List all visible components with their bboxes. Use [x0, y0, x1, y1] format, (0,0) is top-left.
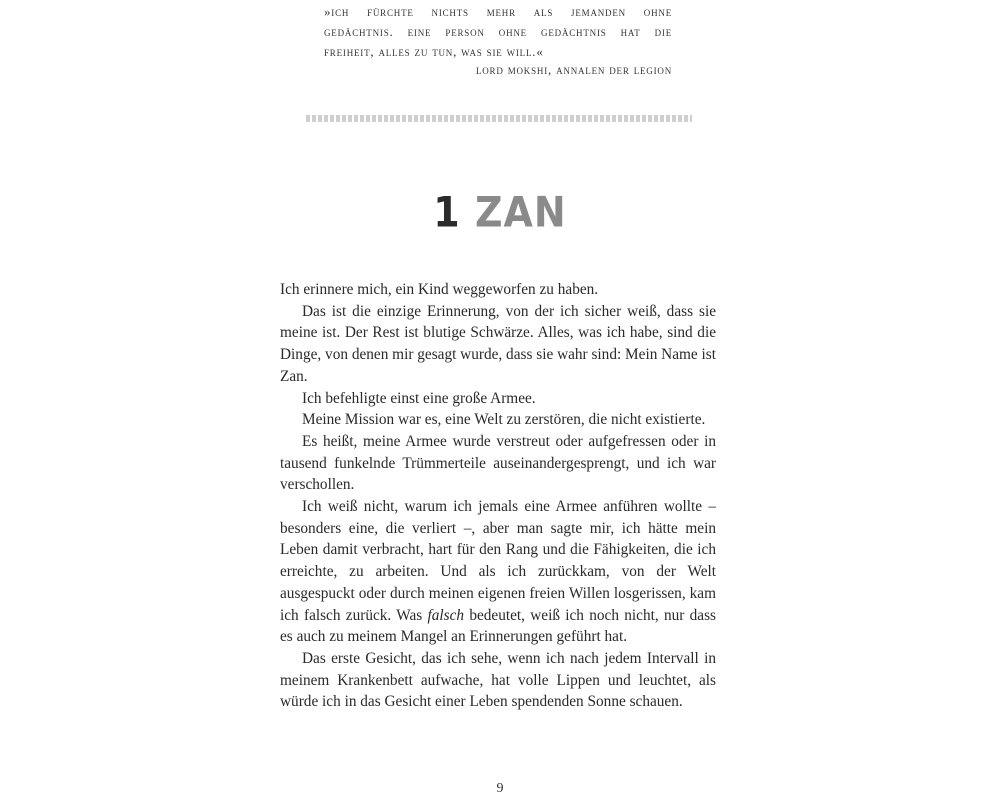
- epigraph-attribution: lord mokshi, annalen der legion: [475, 62, 672, 77]
- chapter-name: ZAN: [474, 187, 567, 237]
- epigraph-line: gedächtnis. eine person ohne gedächtnis hat die: [324, 24, 672, 39]
- paragraph: Das ist die einzige Erinnerung, von der ich sicher weiß, dass sie meine ist. Der Rest ist blutige Schwärze. Alles, was ich habe, sind die Dinge, von denen mir gesagt wurde, dass sie wahr sind: Mein Name ist Zan.: [280, 302, 716, 385]
- paragraph-text: Ich weiß nicht, warum ich jemals eine Armee anführen wollte – besonders eine, die verliert –, aber man sagte mir, ich hätte mein Leben damit verbracht, hart für den Rang und die Fähigkeiten, die ich erreichte, zu arbeiten. Und als ich zurückkam, von der Welt ausgespuckt oder durch meinen eigenen freien Willen losgerissen, kam ich falsch zurück. Was: [280, 498, 716, 624]
- paragraph: Meine Mission war es, eine Welt zu zerstören, die nicht existierte.: [302, 411, 706, 429]
- epigraph-line: freiheit, alles zu tun, was sie will.«: [324, 44, 544, 59]
- paragraph: [280, 496, 716, 648]
- epigraph-quote: [324, 2, 672, 62]
- chapter-body: [280, 279, 716, 713]
- epigraph-line: »ich fürchte nichts mehr als jemanden ohne: [324, 4, 672, 19]
- paragraph: Das erste Gesicht, das ich sehe, wenn ich nach jedem Intervall in meinem Krankenbett aufwache, hat volle Lippen und leuchtet, als würde ich in das Gesicht einer Leben spendenden Sonne schauen.: [280, 649, 716, 711]
- paragraph: Ich befehligte einst eine große Armee.: [302, 389, 536, 407]
- paragraph-text: bedeutet, weiß ich noch nicht, nur dass es auch zu meinem Mangel an Erinnerungen geführt hat.: [280, 606, 716, 646]
- ornamental-divider: [306, 115, 692, 122]
- page-number: 9: [496, 781, 504, 796]
- chapter-number: 1: [433, 187, 461, 237]
- paragraph: Es heißt, meine Armee wurde verstreut oder aufgefressen oder in tausend funkelnde Trümmerteile auseinandergesprengt, und ich war verschollen.: [280, 432, 716, 494]
- paragraph: Ich erinnere mich, ein Kind weggeworfen zu haben.: [280, 281, 599, 298]
- chapter-title: [0, 188, 1000, 236]
- emphasized-word: falsch: [427, 606, 465, 624]
